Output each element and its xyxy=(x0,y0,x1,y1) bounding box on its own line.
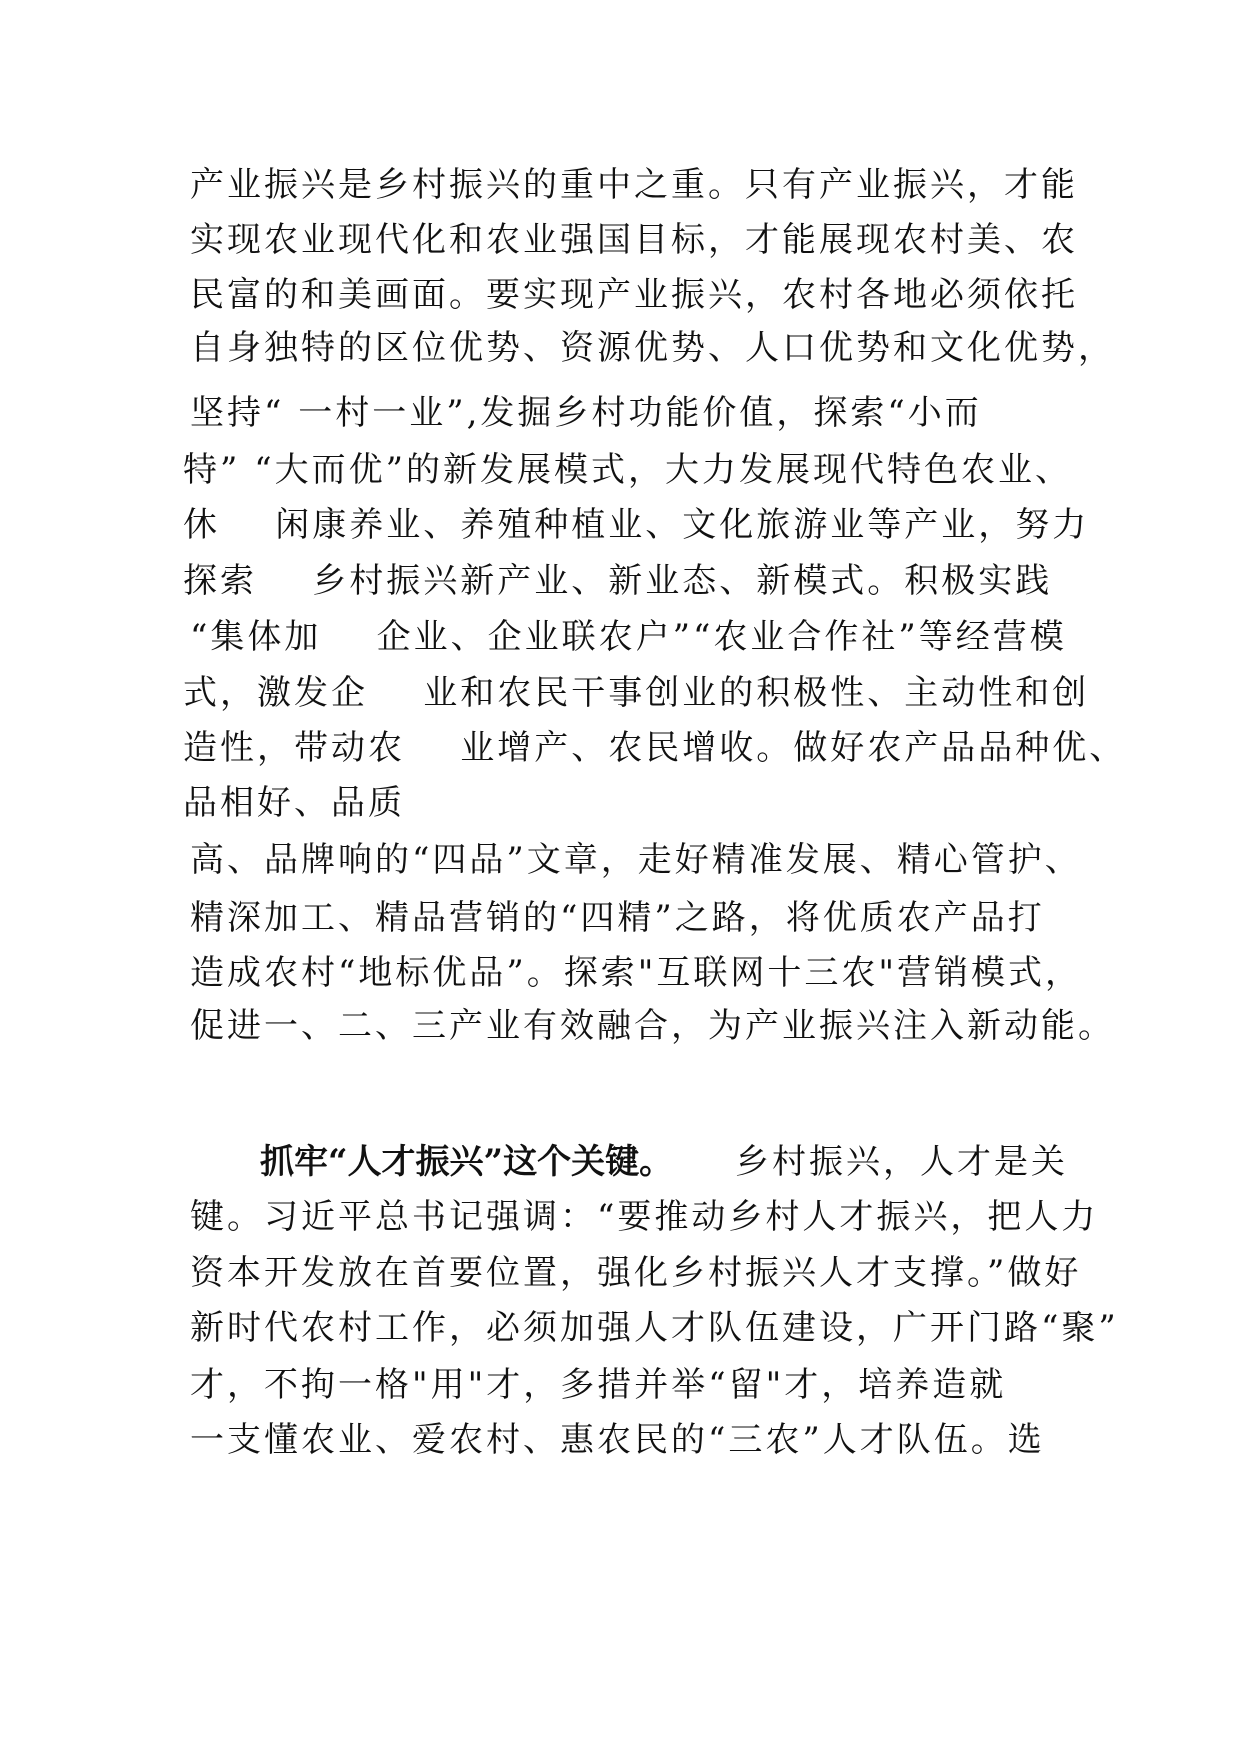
paragraph1-line-2: 实现农业现代化和农业强国目标，才能展现农村美、农 xyxy=(190,220,1078,260)
paragraph1-line-1: 产业振兴是乡村振兴的重中之重。只有产业振兴，才能 xyxy=(190,165,1078,205)
paragraph1-line-11: 造性，带动农 业增产、农民增收。做好农产品品种优、 xyxy=(183,728,1127,768)
paragraph1-line-16: 促进一、二、三产业有效融合，为产业振兴注入新动能。 xyxy=(190,1006,1115,1046)
paragraph1-line-6: 特” “大而优”的新发展模式，大力发展现代特色农业、 xyxy=(183,450,1072,490)
paragraph1-line-7: 休 闲康养业、养殖种植业、文化旅游业等产业，努力 xyxy=(183,505,1090,545)
paragraph2-line-2: 键。习近平总书记强调：“要推动乡村人才振兴，把人力 xyxy=(190,1197,1099,1237)
paragraph1-line-3: 民富的和美画面。要实现产业振兴，农村各地必须依托 xyxy=(190,275,1078,315)
paragraph1-line-8: 探索 乡村振兴新产业、新业态、新模式。积极实践 xyxy=(183,561,1053,601)
paragraph2-line-6: 一支懂农业、爱农村、惠农民的“三农”人才队伍。选 xyxy=(190,1420,1045,1460)
paragraph1-line-13: 高、品牌响的“四品”文章，走好精准发展、精心管护、 xyxy=(190,840,1082,880)
paragraph1-line-4: 自身独特的区位优势、资源优势、人口优势和文化优势， xyxy=(190,328,1115,368)
paragraph1-line-10: 式，激发企 业和农民干事创业的积极性、主动性和创 xyxy=(183,673,1090,713)
paragraph2-line-4: 新时代农村工作，必须加强人才队伍建设，广开门路“聚” xyxy=(190,1308,1119,1348)
paragraph2-line-5: 才，不拘一格"用"才，多措并举“留"才，培养造就 xyxy=(190,1365,1007,1405)
paragraph1-line-9: “集体加 企业、企业联农户”“农业合作社”等经营模 xyxy=(190,617,1067,657)
paragraph1-line-14: 精深加工、精品营销的“四精”之路，将优质农产品打 xyxy=(190,898,1045,938)
paragraph2-line-1-rest: 乡村振兴，人才是关 xyxy=(735,1142,1068,1182)
paragraph1-line-12: 品相好、品质 xyxy=(183,783,405,823)
paragraph1-line-5: 坚持“ 一村一业”,发掘乡村功能价值，探索“小而 xyxy=(190,393,982,433)
paragraph1-line-15: 造成农村“地标优品”。探索"互联网十三农"营销模式， xyxy=(190,953,1083,993)
paragraph2-line-3: 资本开发放在首要位置，强化乡村振兴人才支撑。”做好 xyxy=(190,1253,1082,1293)
paragraph2-heading: 抓牢“人才振兴”这个关键。 xyxy=(260,1142,674,1182)
